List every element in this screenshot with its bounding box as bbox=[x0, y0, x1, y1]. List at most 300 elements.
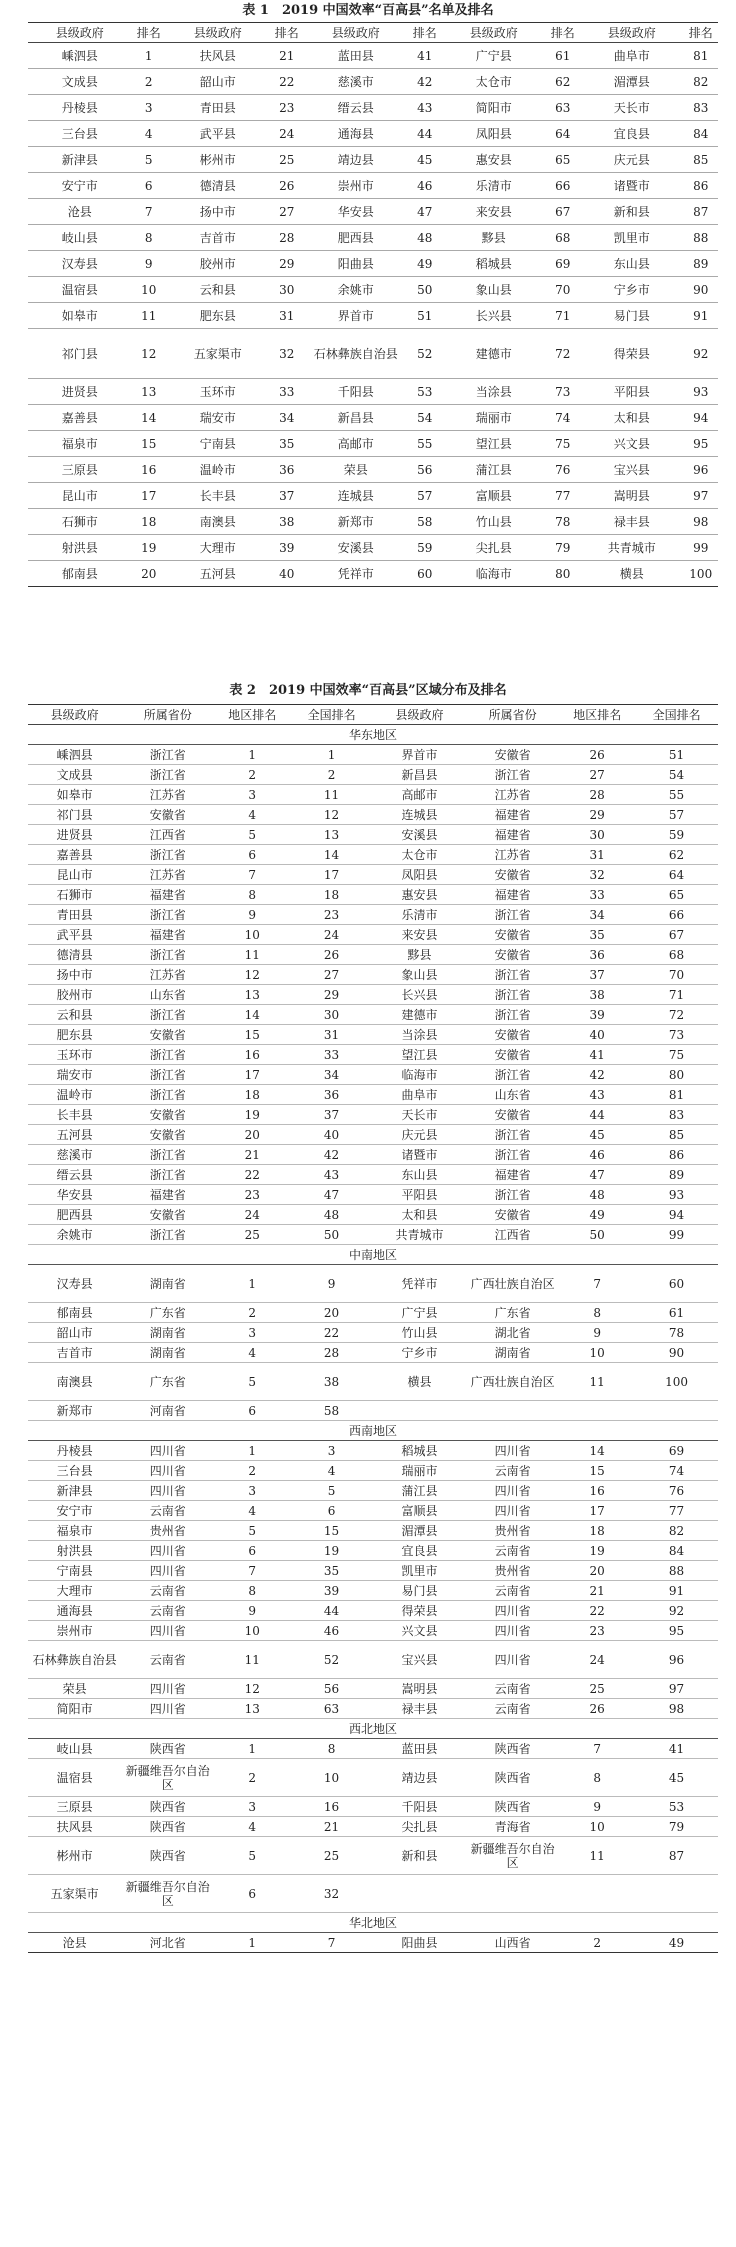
table2-cell: 80 bbox=[635, 1065, 718, 1085]
table1-cell: 67 bbox=[546, 199, 581, 225]
table2-cell: 11 bbox=[214, 1641, 290, 1679]
table1-cell: 56 bbox=[408, 457, 443, 483]
table2-cell: 天长市 bbox=[373, 1105, 466, 1125]
table1-cell: 76 bbox=[546, 457, 581, 483]
table2-cell: 13 bbox=[214, 1699, 290, 1719]
table2-cell: 丹棱县 bbox=[28, 1441, 121, 1461]
table2-cell: 云和县 bbox=[28, 1005, 121, 1025]
table2-cell: 58 bbox=[290, 1401, 373, 1421]
table2-cell: 福建省 bbox=[121, 885, 214, 905]
table1-cell: 55 bbox=[408, 431, 443, 457]
table2-cell: 湖南省 bbox=[121, 1265, 214, 1303]
table1-cell: 46 bbox=[408, 173, 443, 199]
table2-cell: 浙江省 bbox=[121, 905, 214, 925]
table1-cell: 7 bbox=[132, 199, 167, 225]
table2-cell: 浙江省 bbox=[466, 1125, 559, 1145]
table2-cell: 黟县 bbox=[373, 945, 466, 965]
table2-cell: 江苏省 bbox=[121, 965, 214, 985]
table2-cell: 贵州省 bbox=[121, 1521, 214, 1541]
table1-cell: 玉环市 bbox=[166, 379, 270, 405]
table1-cell: 40 bbox=[270, 561, 305, 587]
table2-cell: 1 bbox=[214, 1739, 290, 1759]
table1-cell: 28 bbox=[270, 225, 305, 251]
table1-cell: 44 bbox=[408, 121, 443, 147]
table1-cell: 23 bbox=[270, 95, 305, 121]
table2-cell: 59 bbox=[635, 825, 718, 845]
table2-cell: 49 bbox=[635, 1933, 718, 1953]
table2-cell: 39 bbox=[290, 1581, 373, 1601]
table2-cell: 36 bbox=[559, 945, 635, 965]
table2-cell: 41 bbox=[635, 1739, 718, 1759]
table1-cell: 73 bbox=[546, 379, 581, 405]
table1-header-cell: 排名 bbox=[408, 23, 443, 43]
table1-cell: 扶风县 bbox=[166, 43, 270, 69]
table2-cell: 安徽省 bbox=[466, 945, 559, 965]
table2-cell: 浙江省 bbox=[121, 1085, 214, 1105]
table1-cell: 11 bbox=[132, 303, 167, 329]
table2-cell: 云南省 bbox=[121, 1601, 214, 1621]
table2-cell: 50 bbox=[290, 1225, 373, 1245]
table2-cell: 1 bbox=[214, 1265, 290, 1303]
table2-cell: 新郑市 bbox=[28, 1401, 121, 1421]
table1-cell: 凯里市 bbox=[580, 225, 684, 251]
table2-cell: 7 bbox=[559, 1739, 635, 1759]
table2-cell: 四川省 bbox=[466, 1501, 559, 1521]
table2-cell: 8 bbox=[214, 1581, 290, 1601]
table1-cell: 17 bbox=[132, 483, 167, 509]
table1-cell: 96 bbox=[684, 457, 719, 483]
table1-cell: 57 bbox=[408, 483, 443, 509]
table1-cell: 文成县 bbox=[28, 69, 132, 95]
table1-row bbox=[28, 431, 718, 457]
table1-cell: 79 bbox=[546, 535, 581, 561]
table2-row bbox=[28, 805, 718, 825]
table2-cell: 云南省 bbox=[121, 1501, 214, 1521]
table2-header-cell: 全国排名 bbox=[635, 705, 718, 725]
table2-cell: 广西壮族自治区 bbox=[466, 1363, 559, 1401]
table2-row bbox=[28, 1541, 718, 1561]
table2-header-cell: 所属省份 bbox=[121, 705, 214, 725]
table2-cell: 18 bbox=[214, 1085, 290, 1105]
table1-cell: 42 bbox=[408, 69, 443, 95]
table2-cell: 福建省 bbox=[466, 805, 559, 825]
table1-row bbox=[28, 535, 718, 561]
table2-cell: 湖北省 bbox=[466, 1323, 559, 1343]
table2-cell: 凭祥市 bbox=[373, 1265, 466, 1303]
table2-cell: 山东省 bbox=[466, 1085, 559, 1105]
table2-cell: 荣县 bbox=[28, 1679, 121, 1699]
table2-cell: 9 bbox=[290, 1265, 373, 1303]
table2-cell: 浙江省 bbox=[121, 1005, 214, 1025]
table2-cell: 64 bbox=[635, 865, 718, 885]
table2-cell: 4 bbox=[290, 1461, 373, 1481]
table2-cell: 新津县 bbox=[28, 1481, 121, 1501]
table2-cell: 嵊泗县 bbox=[28, 745, 121, 765]
table1-cell: 通海县 bbox=[304, 121, 408, 147]
table2-cell: 15 bbox=[290, 1521, 373, 1541]
table1-row bbox=[28, 303, 718, 329]
table1-cell: 宁南县 bbox=[166, 431, 270, 457]
table2-cell: 界首市 bbox=[373, 745, 466, 765]
table2-cell: 82 bbox=[635, 1521, 718, 1541]
table2-cell: 43 bbox=[559, 1085, 635, 1105]
table2-cell: 23 bbox=[214, 1185, 290, 1205]
table2-cell: 尖扎县 bbox=[373, 1817, 466, 1837]
table1-cell: 天长市 bbox=[580, 95, 684, 121]
table1-cell: 72 bbox=[546, 329, 581, 379]
table1-cell: 黟县 bbox=[442, 225, 546, 251]
table2-cell: 浙江省 bbox=[121, 1145, 214, 1165]
table1-row bbox=[28, 457, 718, 483]
table1-cell: 85 bbox=[684, 147, 719, 173]
table2-cell: 吉首市 bbox=[28, 1343, 121, 1363]
table1-cell: 58 bbox=[408, 509, 443, 535]
table2-cell: 35 bbox=[290, 1561, 373, 1581]
table2-cell: 25 bbox=[214, 1225, 290, 1245]
table2-cell: 三台县 bbox=[28, 1461, 121, 1481]
table2-cell: 23 bbox=[290, 905, 373, 925]
table2-cell: 嵩明县 bbox=[373, 1679, 466, 1699]
table1-cell: 凭祥市 bbox=[304, 561, 408, 587]
table1-cell: 福泉市 bbox=[28, 431, 132, 457]
region-label: 华北地区 bbox=[28, 1913, 718, 1933]
table2-cell: 贵州省 bbox=[466, 1521, 559, 1541]
table1-cell: 当涂县 bbox=[442, 379, 546, 405]
table2-cell: 临海市 bbox=[373, 1065, 466, 1085]
table2-cell: 13 bbox=[214, 985, 290, 1005]
table2-cell: 浙江省 bbox=[121, 1165, 214, 1185]
table2-cell: 15 bbox=[214, 1025, 290, 1045]
table2-cell: 崇州市 bbox=[28, 1621, 121, 1641]
table2-cell: 7 bbox=[214, 865, 290, 885]
table2-cell: 20 bbox=[214, 1125, 290, 1145]
table1-cell: 36 bbox=[270, 457, 305, 483]
table1-cell: 62 bbox=[546, 69, 581, 95]
table2-cell: 24 bbox=[214, 1205, 290, 1225]
table2-cell: 79 bbox=[635, 1817, 718, 1837]
table1-cell: 95 bbox=[684, 431, 719, 457]
table1-header-cell: 排名 bbox=[684, 23, 719, 43]
table2-cell: 安徽省 bbox=[121, 1205, 214, 1225]
table2-cell: 22 bbox=[214, 1165, 290, 1185]
table1-cell: 易门县 bbox=[580, 303, 684, 329]
table2-cell: 宁乡市 bbox=[373, 1343, 466, 1363]
table2-cell: 陕西省 bbox=[121, 1739, 214, 1759]
table2-cell: 云南省 bbox=[466, 1581, 559, 1601]
table2-cell: 54 bbox=[635, 765, 718, 785]
table2-cell: 99 bbox=[635, 1225, 718, 1245]
table1-cell: 嵩明县 bbox=[580, 483, 684, 509]
table2-row bbox=[28, 1401, 718, 1421]
table2-cell: 余姚市 bbox=[28, 1225, 121, 1245]
table2-row bbox=[28, 765, 718, 785]
table2-cell: 74 bbox=[635, 1461, 718, 1481]
table1-cell: 蒲江县 bbox=[442, 457, 546, 483]
table1-cell: 庆元县 bbox=[580, 147, 684, 173]
table1-cell: 18 bbox=[132, 509, 167, 535]
table2-cell: 汉寿县 bbox=[28, 1265, 121, 1303]
table2-cell: 安徽省 bbox=[466, 1105, 559, 1125]
table2-cell: 16 bbox=[559, 1481, 635, 1501]
table1-cell: 东山县 bbox=[580, 251, 684, 277]
table2-cell: 乐清市 bbox=[373, 905, 466, 925]
table2-cell: 61 bbox=[635, 1303, 718, 1323]
table1-cell: 武平县 bbox=[166, 121, 270, 147]
table1-cell: 89 bbox=[684, 251, 719, 277]
table2-cell: 得荣县 bbox=[373, 1601, 466, 1621]
table2-cell: 60 bbox=[635, 1265, 718, 1303]
table2-cell: 江苏省 bbox=[466, 785, 559, 805]
table1-cell: 3 bbox=[132, 95, 167, 121]
table2-cell: 24 bbox=[290, 925, 373, 945]
table2-cell: 四川省 bbox=[121, 1561, 214, 1581]
region-label: 华东地区 bbox=[28, 725, 718, 745]
table2-cell: 江西省 bbox=[121, 825, 214, 845]
table2-cell: 南澳县 bbox=[28, 1363, 121, 1401]
table1-cell: 温宿县 bbox=[28, 277, 132, 303]
table2-cell: 青海省 bbox=[466, 1817, 559, 1837]
table2-cell: 34 bbox=[559, 905, 635, 925]
table1-cell: 富顺县 bbox=[442, 483, 546, 509]
table2-cell: 五河县 bbox=[28, 1125, 121, 1145]
table2-cell: 28 bbox=[559, 785, 635, 805]
table2-row bbox=[28, 1501, 718, 1521]
table2-row bbox=[28, 1441, 718, 1461]
table2-cell: 四川省 bbox=[466, 1481, 559, 1501]
table1-header-cell: 县级政府 bbox=[166, 23, 270, 43]
table2-cell: 福建省 bbox=[466, 825, 559, 845]
table1-cell: 5 bbox=[132, 147, 167, 173]
table2-cell: 福建省 bbox=[466, 885, 559, 905]
table2-cell: 武平县 bbox=[28, 925, 121, 945]
table2-cell: 2 bbox=[214, 1759, 290, 1797]
table2-cell: 湄潭县 bbox=[373, 1521, 466, 1541]
region-header-row bbox=[28, 725, 718, 745]
table2-cell: 48 bbox=[559, 1185, 635, 1205]
table2-cell: 50 bbox=[559, 1225, 635, 1245]
table2-row bbox=[28, 1581, 718, 1601]
table2-cell: 81 bbox=[635, 1085, 718, 1105]
table2-cell: 浙江省 bbox=[121, 1225, 214, 1245]
table2-cell bbox=[373, 1875, 466, 1913]
table1-cell: 嘉善县 bbox=[28, 405, 132, 431]
table1-cell: 缙云县 bbox=[304, 95, 408, 121]
table2-cell: 蓝田县 bbox=[373, 1739, 466, 1759]
table2-cell: 69 bbox=[635, 1441, 718, 1461]
table2-row bbox=[28, 1679, 718, 1699]
table1-cell: 宝兴县 bbox=[580, 457, 684, 483]
table2-row bbox=[28, 1601, 718, 1621]
table1-cell: 86 bbox=[684, 173, 719, 199]
table2-cell: 7 bbox=[290, 1933, 373, 1953]
table2-cell: 6 bbox=[290, 1501, 373, 1521]
table2-cell: 玉环市 bbox=[28, 1045, 121, 1065]
table1-cell: 太仓市 bbox=[442, 69, 546, 95]
table2-cell: 云南省 bbox=[121, 1641, 214, 1679]
table2-cell: 98 bbox=[635, 1699, 718, 1719]
table1-cell: 云和县 bbox=[166, 277, 270, 303]
table1-row bbox=[28, 121, 718, 147]
table1-cell: 射洪县 bbox=[28, 535, 132, 561]
table1-cell: 13 bbox=[132, 379, 167, 405]
table2-cell: 长兴县 bbox=[373, 985, 466, 1005]
table2-cell: 陕西省 bbox=[466, 1739, 559, 1759]
region-header-row bbox=[28, 1719, 718, 1739]
table2-cell: 江苏省 bbox=[121, 785, 214, 805]
table1-cell: 88 bbox=[684, 225, 719, 251]
table2-cell: 2 bbox=[214, 765, 290, 785]
table2-row bbox=[28, 985, 718, 1005]
table2-cell: 42 bbox=[559, 1065, 635, 1085]
table1-row bbox=[28, 173, 718, 199]
table2-cell: 2 bbox=[559, 1933, 635, 1953]
table1-cell: 宁乡市 bbox=[580, 277, 684, 303]
table2-cell: 40 bbox=[559, 1025, 635, 1045]
table1-header-cell: 排名 bbox=[270, 23, 305, 43]
table2-cell: 竹山县 bbox=[373, 1323, 466, 1343]
table2-cell: 安徽省 bbox=[466, 1205, 559, 1225]
table1-cell: 38 bbox=[270, 509, 305, 535]
table2-cell: 四川省 bbox=[121, 1481, 214, 1501]
table1-cell: 48 bbox=[408, 225, 443, 251]
table2-cell: 浙江省 bbox=[466, 1145, 559, 1165]
table2-cell: 沧县 bbox=[28, 1933, 121, 1953]
table1-cell: 华安县 bbox=[304, 199, 408, 225]
table2-cell: 72 bbox=[635, 1005, 718, 1025]
table2-cell bbox=[466, 1875, 559, 1913]
table1-cell: 78 bbox=[546, 509, 581, 535]
table1-cell: 韶山市 bbox=[166, 69, 270, 95]
table1-cell: 99 bbox=[684, 535, 719, 561]
table2-cell: 禄丰县 bbox=[373, 1699, 466, 1719]
table1-cell: 9 bbox=[132, 251, 167, 277]
table2-cell: 新疆维吾尔自治区 bbox=[121, 1759, 214, 1797]
table1-cell: 长兴县 bbox=[442, 303, 546, 329]
table2-header-cell: 地区排名 bbox=[559, 705, 635, 725]
table2-cell: 6 bbox=[214, 1401, 290, 1421]
table1-cell: 连城县 bbox=[304, 483, 408, 509]
table2-cell: 扬中市 bbox=[28, 965, 121, 985]
table2-cell: 宝兴县 bbox=[373, 1641, 466, 1679]
table1-cell: 98 bbox=[684, 509, 719, 535]
table2-cell: 33 bbox=[290, 1045, 373, 1065]
table1-cell: 54 bbox=[408, 405, 443, 431]
table2-cell: 31 bbox=[559, 845, 635, 865]
table2-cell: 三原县 bbox=[28, 1797, 121, 1817]
table1-cell: 14 bbox=[132, 405, 167, 431]
table2-cell: 26 bbox=[290, 945, 373, 965]
table2-cell: 53 bbox=[635, 1797, 718, 1817]
table1-cell: 68 bbox=[546, 225, 581, 251]
table1-header-cell: 县级政府 bbox=[580, 23, 684, 43]
table2-header-cell: 县级政府 bbox=[28, 705, 121, 725]
table1-cell: 崇州市 bbox=[304, 173, 408, 199]
table2-cell: 3 bbox=[214, 1481, 290, 1501]
table2-cell: 昆山市 bbox=[28, 865, 121, 885]
table2-cell: 86 bbox=[635, 1145, 718, 1165]
table2-cell: 射洪县 bbox=[28, 1541, 121, 1561]
table2-cell: 65 bbox=[635, 885, 718, 905]
table2-cell: 云南省 bbox=[466, 1679, 559, 1699]
table1-cell: 2 bbox=[132, 69, 167, 95]
table2-cell: 安徽省 bbox=[466, 865, 559, 885]
table2-cell: 石林彝族自治县 bbox=[28, 1641, 121, 1679]
table2-row bbox=[28, 1641, 718, 1679]
table2-cell: 27 bbox=[290, 965, 373, 985]
table2-cell: 8 bbox=[559, 1759, 635, 1797]
table2-cell: 湖南省 bbox=[466, 1343, 559, 1363]
table2-cell: 兴文县 bbox=[373, 1621, 466, 1641]
table2-header-cell: 县级政府 bbox=[373, 705, 466, 725]
table2-cell: 1 bbox=[290, 745, 373, 765]
table2-cell bbox=[466, 1401, 559, 1421]
table1-cell: 横县 bbox=[580, 561, 684, 587]
table1-row bbox=[28, 483, 718, 509]
table1-cell: 荣县 bbox=[304, 457, 408, 483]
table2-cell: 太和县 bbox=[373, 1205, 466, 1225]
table1-cell: 大理市 bbox=[166, 535, 270, 561]
table2-cell: 36 bbox=[290, 1085, 373, 1105]
table1-cell: 望江县 bbox=[442, 431, 546, 457]
table2-cell bbox=[635, 1875, 718, 1913]
table2-cell: 67 bbox=[635, 925, 718, 945]
table1-cell: 1 bbox=[132, 43, 167, 69]
table1-cell: 宜良县 bbox=[580, 121, 684, 147]
table2-cell: 安徽省 bbox=[466, 745, 559, 765]
table1-row bbox=[28, 69, 718, 95]
table2-cell: 福建省 bbox=[121, 1185, 214, 1205]
table1-cell: 50 bbox=[408, 277, 443, 303]
table1-cell: 84 bbox=[684, 121, 719, 147]
table1-cell: 来安县 bbox=[442, 199, 546, 225]
table1-row bbox=[28, 405, 718, 431]
table1-cell: 37 bbox=[270, 483, 305, 509]
table2-cell: 河北省 bbox=[121, 1933, 214, 1953]
table2-header-cell: 全国排名 bbox=[290, 705, 373, 725]
table2-cell: 陕西省 bbox=[121, 1817, 214, 1837]
table2-cell: 8 bbox=[290, 1739, 373, 1759]
table2-cell: 共青城市 bbox=[373, 1225, 466, 1245]
table2-cell: 大理市 bbox=[28, 1581, 121, 1601]
table1-cell: 35 bbox=[270, 431, 305, 457]
table2-cell: 12 bbox=[290, 805, 373, 825]
table2-cell: 肥东县 bbox=[28, 1025, 121, 1045]
table2-cell: 38 bbox=[559, 985, 635, 1005]
table1-cell: 100 bbox=[684, 561, 719, 587]
table2-cell: 63 bbox=[290, 1699, 373, 1719]
table1-cell: 阳曲县 bbox=[304, 251, 408, 277]
table1-cell: 53 bbox=[408, 379, 443, 405]
table2-cell: 新和县 bbox=[373, 1837, 466, 1875]
table2-cell: 靖边县 bbox=[373, 1759, 466, 1797]
table2-row bbox=[28, 1621, 718, 1641]
table2-cell: 46 bbox=[559, 1145, 635, 1165]
table2-cell: 75 bbox=[635, 1045, 718, 1065]
table2-row bbox=[28, 1759, 718, 1797]
table1-cell: 19 bbox=[132, 535, 167, 561]
table2-cell: 山东省 bbox=[121, 985, 214, 1005]
table1-cell: 45 bbox=[408, 147, 443, 173]
table2-cell: 福建省 bbox=[466, 1165, 559, 1185]
table2-cell: 10 bbox=[214, 925, 290, 945]
table1-cell: 51 bbox=[408, 303, 443, 329]
table2-cell: 29 bbox=[290, 985, 373, 1005]
table2-cell: 16 bbox=[290, 1797, 373, 1817]
table1-cell: 高邮市 bbox=[304, 431, 408, 457]
table2-cell: 94 bbox=[635, 1205, 718, 1225]
table2-cell: 89 bbox=[635, 1165, 718, 1185]
table1-cell: 70 bbox=[546, 277, 581, 303]
